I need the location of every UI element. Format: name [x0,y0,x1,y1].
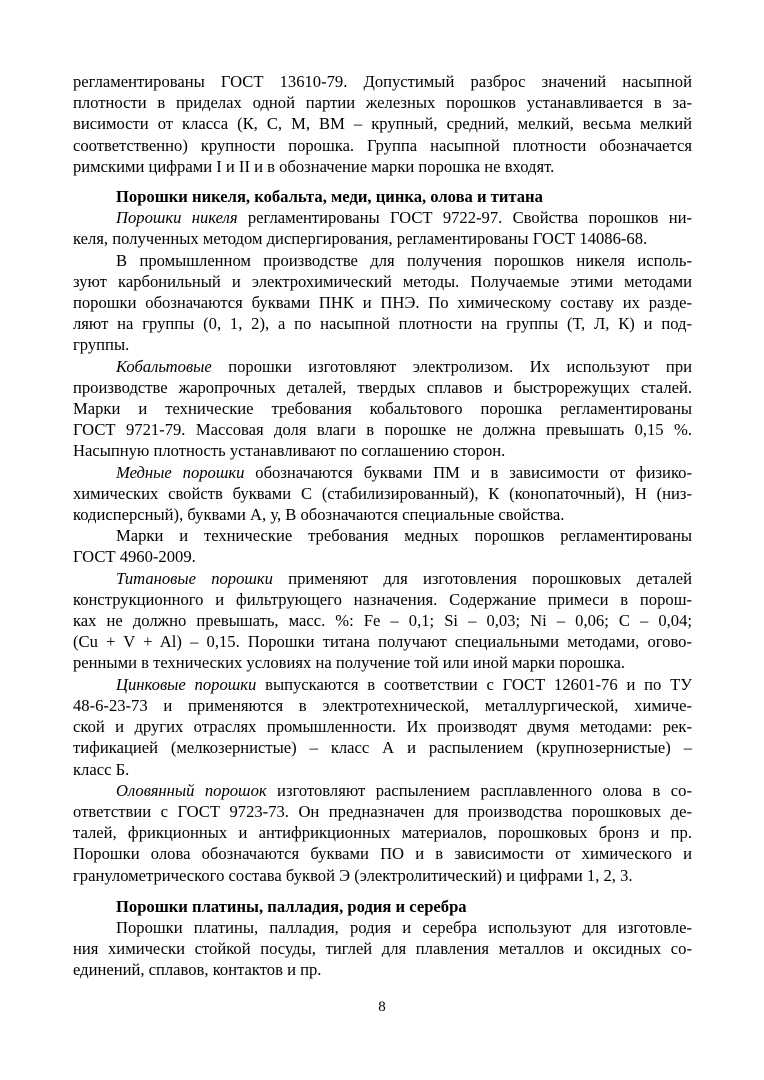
text-line: конструкционного и фильтрующего назначения. Содержание примеси в порош- [73,589,692,609]
text-line: ния химически стойкой посуды, тиглей для плавления металлов и оксидных со- [73,939,692,959]
text-line: висимости от класса (К, С, М, ВМ – крупный, средний, мелкий, весьма мелкий [73,114,692,134]
text-line: римскими цифрами I и II и в обозначение марки порошка не входят. [73,156,555,176]
text-line: (Cu + V + Al) – 0,15. Порошки титана получают специальными методами, огово- [73,632,692,652]
text-line: ках не должно превышать, масс. %: Fe – 0,1; Si – 0,03; Ni – 0,06; C – 0,04; [73,611,692,631]
term-zinc-powders: Цинковые порошки [116,674,257,694]
paragraph-titanium [73,568,692,674]
text-line: В промышленном производстве для получения порошков никеля исполь- [116,250,692,270]
text-line: группы. [73,335,130,355]
paragraph-copper-grades [73,525,692,567]
paragraph-tin [73,780,692,886]
text-line: Титановые порошки применяют для изготовления порошковых деталей [116,568,693,588]
text-line: кодисперсный), буквами А, у, В обозначаются специальные свойства. [73,505,565,525]
text-line: гранулометрического состава буквой Э (электролитический) и цифрами 1, 2, 3. [73,865,633,885]
text-line: ГОСТ 4960-2009. [73,547,196,567]
text-line: производстве жаропрочных деталей, твердых сплавов и быстрорежущих сталей. [73,377,692,397]
term-cobalt: Кобальтовые [116,356,212,376]
text-line: 48-6-23-73 и применяются в электротехнической, металлургической, химиче- [73,695,692,715]
text-line: регламентированы ГОСТ 13610-79. Допустимый разброс значений насыпной [73,72,692,91]
paragraph-precious-metals [73,917,692,981]
text-line: Порошки олова обозначаются буквами ПО и в зависимости от химического и [73,844,692,864]
paragraph-zinc [73,674,692,780]
text-line: Цинковые порошки выпускаются в соответствии с ГОСТ 12601-76 и по ТУ [116,674,692,694]
section-heading-platinum-palladium: Порошки платины, палладия, родия и серебра [116,896,467,916]
term-nickel-powders: Порошки никеля [116,208,238,228]
page-number: 8 [378,999,386,1015]
paragraph-cobalt [73,356,692,462]
text-line: Марки и технические требования медных порошков регламентированы [116,526,692,546]
term-copper-powders: Медные порошки [116,462,245,482]
intro-paragraph [73,71,692,177]
text-line: ГОСТ 9721-79. Массовая доля влаги в порошке не должна превышать 0,15 %. [73,420,692,440]
text-line: Марки и технические требования кобальтового порошка регламентированы [73,399,692,419]
text-line: Кобальтовые порошки изготовляют электролизом. Их используют при [116,356,692,376]
text-line: Оловянный порошок изготовляют распылением расплавленного олова в со- [116,780,692,800]
term-titanium-powders: Титановые порошки [116,568,273,588]
text-line: плотности в приделах одной партии железных порошков устанавливается в за- [73,93,692,113]
paragraph-copper [73,462,692,526]
text-line: талей, фрикционных и антифрикционных материалов, порошковых бронз и пр. [73,823,692,843]
text-line: зуют карбонильный и электрохимический методы. Получаемые этими методами [73,271,692,291]
text-line: Насыпную плотность устанавливают по соглашению сторон. [73,441,506,461]
text-line: тификацией (мелкозернистые) – класс А и распылением (крупнозернистые) – [73,738,692,758]
text-line: Порошки никеля регламентированы ГОСТ 9722-97. Свойства порошков ни- [116,208,692,228]
paragraph-nickel-production [73,250,692,356]
text-line: ской и других отраслях промышленности. Их производят двумя методами: рек- [73,717,692,737]
text-line: соответственно) крупности порошка. Группа насыпной плотности обозначается [73,135,692,155]
text-line: ответствии с ГОСТ 9723-73. Он предназначен для производства порошковых де- [73,801,692,821]
text-line: ляют на группы (0, 1, 2), а по насыпной плотности на группы (Т, Л, К) и под- [73,314,692,334]
text-line: химических свойств буквами С (стабилизированный), К (конопаточный), Н (низ- [73,483,692,503]
text-line: Порошки платины, палладия, родия и серебра используют для изготовле- [116,917,692,937]
text-line: Медные порошки обозначаются буквами ПМ и в зависимости от физико- [116,462,692,482]
text-line: келя, полученных методом диспергирования, регламентированы ГОСТ 14086-68. [73,229,648,249]
text-line: ренными в технических условиях на получение той или иной марки порошка. [73,653,626,673]
text-line: порошки обозначаются буквами ПНК и ПНЭ. По химическому составу их разде- [73,293,692,313]
text-line: единений, сплавов, контактов и пр. [73,960,322,980]
paragraph-nickel [73,207,692,249]
term-tin-powder: Оловянный порошок [116,780,267,800]
text-line: класс Б. [73,759,130,779]
section-heading-nickel-cobalt-copper: Порошки никеля, кобальта, меди, цинка, олова и титана [116,187,543,207]
